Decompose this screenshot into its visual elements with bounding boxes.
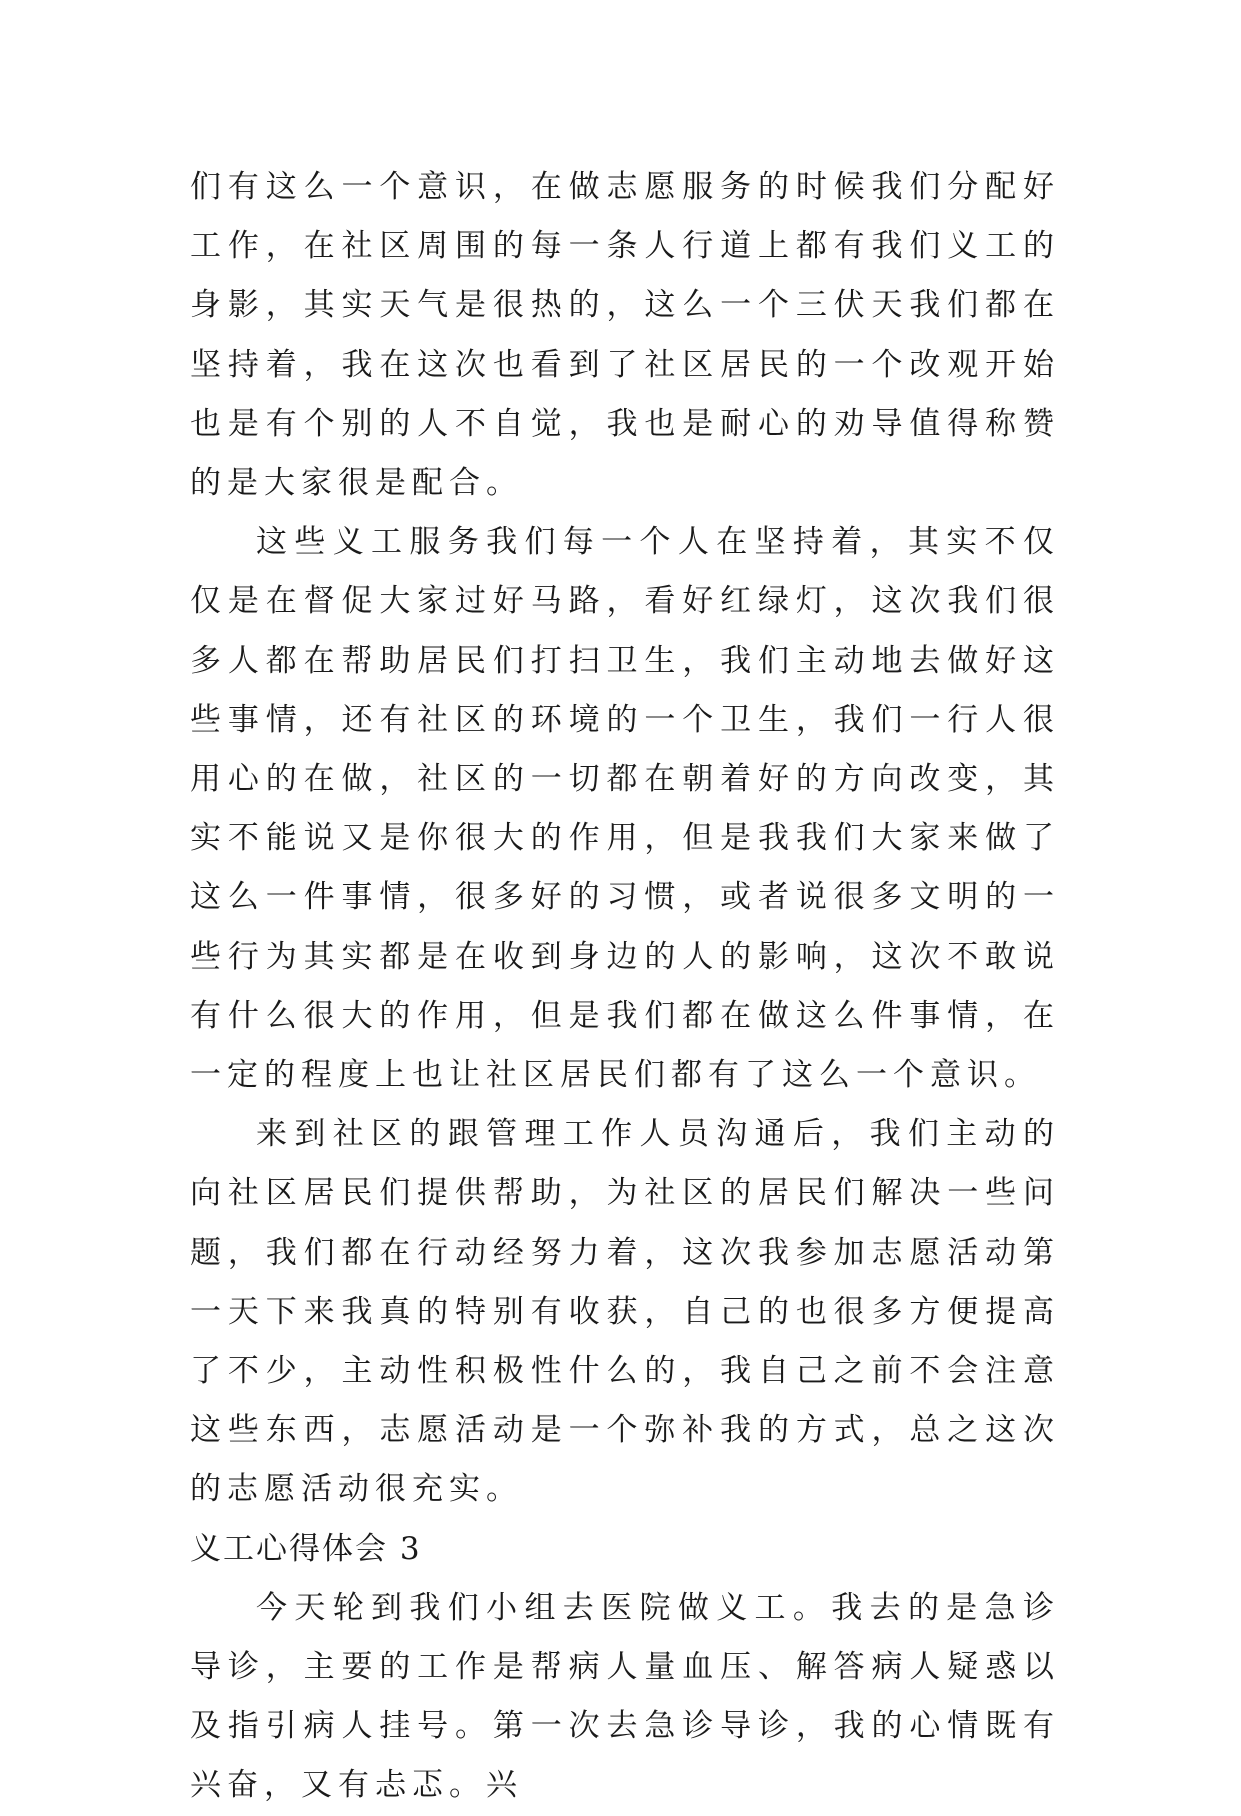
paragraph-community-help: 来到社区的跟管理工作人员沟通后，我们主动的向社区居民们提供帮助，为社区的居民们解决一些问题，我们都在行动经努力着，这次我参加志愿活动第一天下来我真的特别有收获，自己的也很多方便提高了不少，主动性积极性什么的，我自己之前不会注意这些东西，志愿活动是一个弥补我的方式，总之这次的志愿活动很充实。: [190, 1116, 1060, 1508]
paragraph-continuation: 们有这么一个意识，在做志愿服务的时候我们分配好工作，在社区周围的每一条人行道上都有我们义工的身影，其实天气是很热的，这么一个三伏天我们都在坚持着，我在这次也看到了社区居民的一个改观开始也是有个别的人不自觉，我也是耐心的劝导值得称赞的是大家很是配合。: [190, 169, 1060, 502]
paragraph-hospital-volunteer: 今天轮到我们小组去医院做义工。我去的是急诊导诊，主要的工作是帮病人量血压、解答病人疑惑以及指引病人挂号。第一次去急诊导诊，我的心情既有兴奋，又有忐忑。兴: [190, 1589, 1060, 1804]
paragraph-volunteer-service: 这些义工服务我们每一个人在坚持着，其实不仅仅是在督促大家过好马路，看好红绿灯，这次我们很多人都在帮助居民们打扫卫生，我们主动地去做好这些事情，还有社区的环境的一个卫生，我们一行人很用心的在做，社区的一切都在朝着好的方向改变，其实不能说又是你很大的作用，但是我我们大家来做了这么一件事情，很多好的习惯，或者说很多文明的一些行为其实都是在收到身边的人的影响，这次不敢说有什么很大的作用，但是我们都在做这么件事情，在一定的程度上也让社区居民们都有了这么一个意识。: [190, 524, 1060, 1094]
section-heading: 义工心得体会 3: [190, 1530, 422, 1567]
document-body: [190, 158, 1060, 1816]
